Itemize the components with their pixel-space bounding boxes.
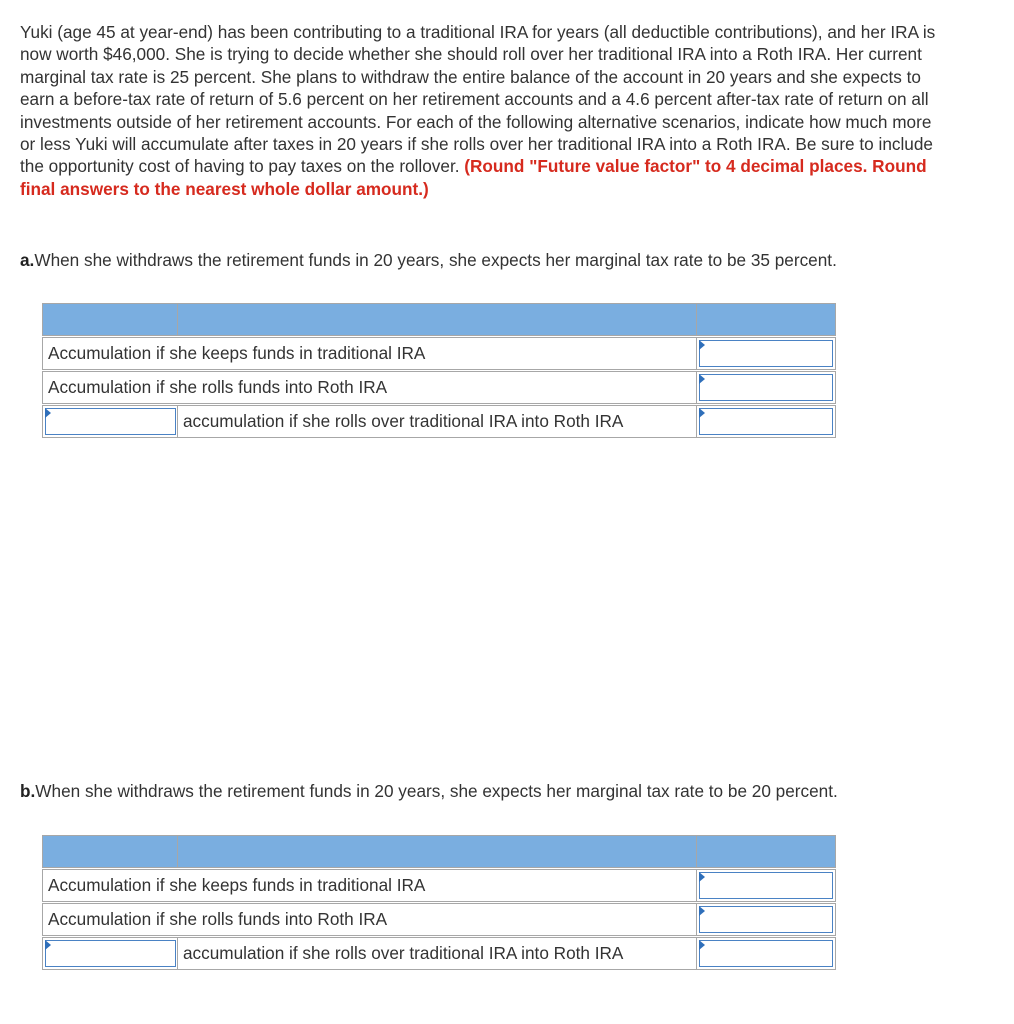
row-label: Accumulation if she keeps funds in traditional IRA bbox=[42, 337, 697, 370]
table-row bbox=[42, 903, 836, 936]
problem-statement bbox=[20, 21, 940, 200]
more-less-select[interactable] bbox=[45, 408, 176, 435]
rounding-instruction: (Round "Future value factor" to 4 decimal places. Round final answers to the nearest whole dollar amount.) bbox=[20, 156, 927, 199]
part-b-prompt bbox=[20, 780, 980, 802]
more-less-select[interactable] bbox=[45, 940, 176, 967]
traditional-ira-accumulation-input[interactable] bbox=[699, 340, 833, 367]
part-b-letter: b. bbox=[20, 781, 36, 801]
problem-text: Yuki (age 45 at year-end) has been contributing to a traditional IRA for years (all deductible contributions), and her IRA is now worth $46,000. She is trying to decide whether she should roll over her traditional IRA into a Roth IRA. Her current marginal tax rate is 25 percent. She plans to withdraw the entire balance of the account in 20 years and she expects to earn a before-tax rate of return of 5.6 percent on her retirement accounts and a 4.6 percent after-tax rate of return on all investments outside of her retirement accounts. For each of the following alternative scenarios, indicate how much more or less Yuki will accumulate after taxes in 20 years if she rolls over her traditional IRA into a Roth IRA. Be sure to include the opportunity cost of having to pay taxes on the rollover. bbox=[20, 22, 936, 177]
traditional-ira-accumulation-cell bbox=[696, 869, 836, 902]
table-row bbox=[42, 937, 836, 970]
header-cell bbox=[177, 303, 697, 336]
difference-input[interactable] bbox=[699, 408, 833, 435]
roth-ira-accumulation-input[interactable] bbox=[699, 374, 833, 401]
part-b-question: When she withdraws the retirement funds in 20 years, she expects her marginal tax rate to be 20 percent. bbox=[35, 781, 838, 801]
header-cell bbox=[177, 835, 697, 868]
difference-input[interactable] bbox=[699, 940, 833, 967]
part-a-question: When she withdraws the retirement funds in 20 years, she expects her marginal tax rate to be 35 percent. bbox=[34, 250, 837, 270]
header-cell bbox=[696, 303, 836, 336]
difference-cell bbox=[696, 937, 836, 970]
roth-ira-accumulation-cell bbox=[696, 371, 836, 404]
table-header-row bbox=[42, 835, 836, 868]
header-cell bbox=[696, 835, 836, 868]
traditional-ira-accumulation-input[interactable] bbox=[699, 872, 833, 899]
difference-cell bbox=[696, 405, 836, 438]
row-label: Accumulation if she keeps funds in traditional IRA bbox=[42, 869, 697, 902]
table-row bbox=[42, 869, 836, 902]
roth-ira-accumulation-input[interactable] bbox=[699, 906, 833, 933]
row-label: Accumulation if she rolls funds into Roth IRA bbox=[42, 371, 697, 404]
part-a-prompt bbox=[20, 249, 980, 271]
header-cell bbox=[42, 303, 179, 336]
part-a-letter: a. bbox=[20, 250, 35, 270]
row-label: accumulation if she rolls over traditional IRA into Roth IRA bbox=[177, 405, 697, 438]
table-row bbox=[42, 371, 836, 404]
roth-ira-accumulation-cell bbox=[696, 903, 836, 936]
table-row bbox=[42, 337, 836, 370]
header-cell bbox=[42, 835, 179, 868]
traditional-ira-accumulation-cell bbox=[696, 337, 836, 370]
more-less-select-cell bbox=[42, 937, 179, 970]
more-less-select-cell bbox=[42, 405, 179, 438]
table-header-row bbox=[42, 303, 836, 336]
row-label: accumulation if she rolls over traditional IRA into Roth IRA bbox=[177, 937, 697, 970]
table-row bbox=[42, 405, 836, 438]
row-label: Accumulation if she rolls funds into Roth IRA bbox=[42, 903, 697, 936]
